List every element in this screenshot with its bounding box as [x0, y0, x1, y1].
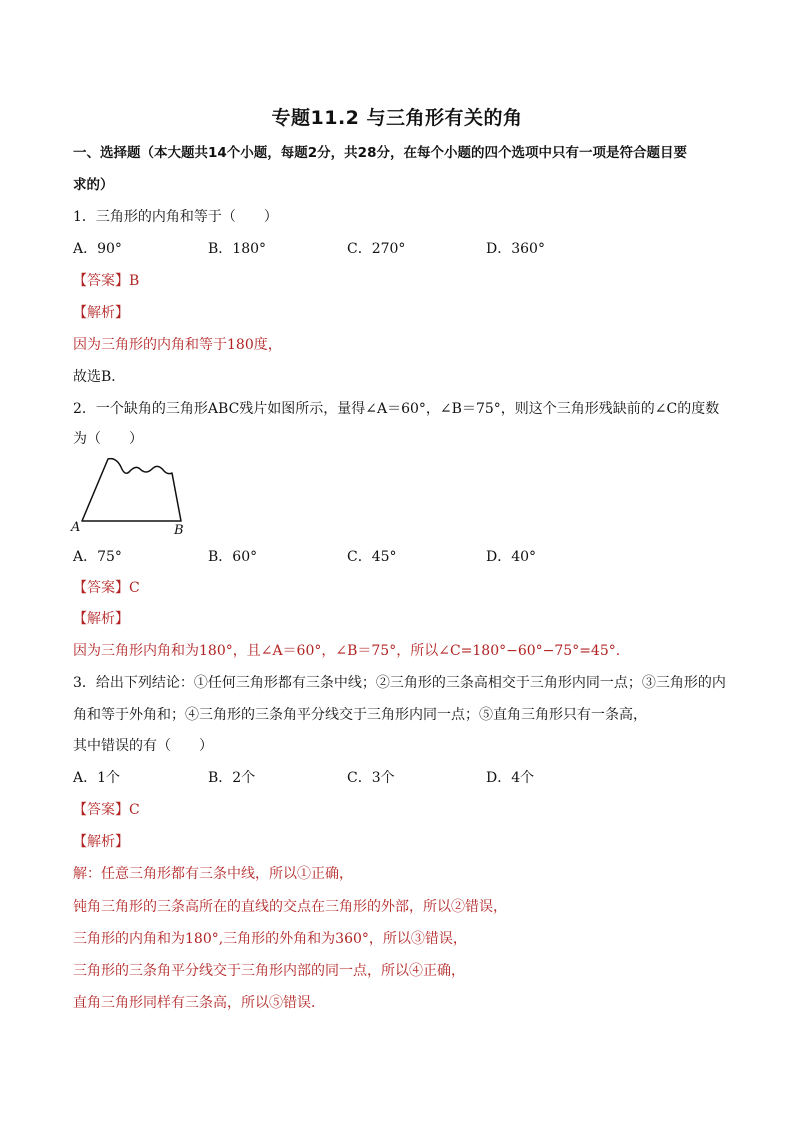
question-2-analysis-line: 因为三角形内角和为180°，且∠A＝60°，∠B＝75°，所以∠C=180°−60°−75°=45°. — [73, 643, 621, 659]
question-3-analysis-line: 三角形的三条角平分线交于三角形内部的同一点，所以④正确， — [73, 963, 465, 979]
question-3-stem-line-1: 3．给出下列结论：①任何三角形都有三条中线；②三角形的三条高相交于三角形内同一点；③三角形的内 — [73, 675, 726, 691]
question-3-analysis-line: 钝角三角形的三条高所在的直线的交点在三角形的外部，所以②错误， — [73, 899, 507, 915]
vertex-label-b: B — [174, 523, 184, 538]
question-2-option-d: D．40° — [486, 549, 537, 565]
question-3-answer: 【答案】C — [73, 802, 140, 818]
section-heading-line-2: 求的） — [73, 177, 114, 193]
page-title: 专题11.2 与三角形有关的角 — [271, 107, 523, 129]
question-3-option-b: B．2个 — [208, 770, 256, 786]
question-1-stem: 1．三角形的内角和等于（ ） — [73, 209, 278, 225]
question-3-analysis-line: 直角三角形同样有三条高，所以⑤错误． — [73, 995, 325, 1011]
question-2-stem-line-1: 2．一个缺角的三角形ABC残片如图所示，量得∠A＝60°，∠B＝75°，则这个三角形残缺前的∠C的度数 — [73, 401, 720, 417]
question-2-option-a: A．75° — [73, 549, 122, 565]
question-3-option-d: D．4个 — [486, 770, 535, 786]
question-1-option-d: D．360° — [486, 241, 545, 257]
question-1-analysis-line: 故选B． — [73, 369, 126, 385]
question-2-stem-line-2: 为（ ） — [73, 431, 143, 447]
question-3-analysis-line: 解：任意三角形都有三条中线，所以①正确， — [73, 866, 353, 882]
question-3-stem-line-3: 其中错误的有（ ） — [73, 738, 213, 754]
question-3-stem-line-2: 角和等于外角和；④三角形的三条角平分线交于三角形内同一点；⑤直角三角形只有一条高， — [73, 707, 647, 723]
question-1-option-c: C．270° — [347, 241, 406, 257]
question-2-analysis-label: 【解析】 — [73, 611, 129, 627]
question-2-option-c: C．45° — [347, 549, 397, 565]
question-3-analysis-label: 【解析】 — [73, 834, 129, 850]
question-2-option-b: B．60° — [208, 549, 258, 565]
question-3-option-c: C．3个 — [347, 770, 395, 786]
question-2-answer: 【答案】C — [73, 580, 140, 596]
question-1-answer: 【答案】B — [73, 273, 140, 289]
triangle-outline — [82, 459, 181, 521]
section-heading-line-1: 一、选择题（本大题共14个小题，每题2分，共28分，在每个小题的四个选项中只有一项是符合题目要 — [73, 145, 687, 161]
question-1-analysis-line: 因为三角形的内角和等于180度， — [73, 337, 282, 353]
question-1-option-b: B．180° — [208, 241, 267, 257]
vertex-label-a: A — [71, 520, 81, 535]
question-3-option-a: A．1个 — [73, 770, 121, 786]
question-3-analysis-line: 三角形的内角和为180°,三角形的外角和为360°，所以③错误， — [73, 931, 467, 947]
broken-triangle-figure — [68, 455, 193, 540]
question-1-analysis-label: 【解析】 — [73, 305, 129, 321]
question-1-option-a: A．90° — [73, 241, 122, 257]
